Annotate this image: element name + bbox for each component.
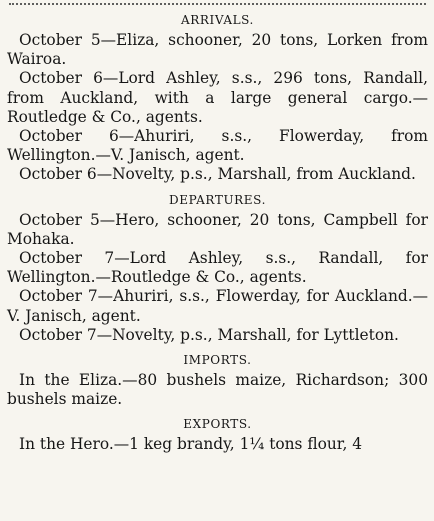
arrival-entry: October 6—Lord Ashley, s.s., 296 tons, Randall, from Auckland, with a large general cargo.—Routledge & Co., agents. [7,69,428,126]
imports-heading: IMPORTS. [183,353,252,368]
exports-section [7,417,428,454]
arrival-entry: October 6—Ahuriri, s.s., Flowerday, from Wellington.—V. Janisch, agent. [7,127,428,165]
section-gap [7,345,428,351]
export-entry: In the Hero.—1 keg brandy, 1¼ tons flour, 4 [19,435,363,454]
departure-entry: October 7—Lord Ashley, s.s., Randall, for Wellington.—Routledge & Co., agents. [7,249,428,287]
departure-entry: October 5—Hero, schooner, 20 tons, Campbell for Mohaka. [7,210,428,248]
section-gap [7,185,428,191]
departure-entry: October 7—Ahuriri, s.s., Flowerday, for Auckland.—V. Janisch, agent. [7,287,428,325]
arrivals-section [7,13,428,185]
newspaper-column [0,3,434,521]
arrivals-heading: ARRIVALS. [181,13,254,27]
exports-heading: EXPORTS. [183,417,252,432]
imports-section [7,353,428,409]
arrival-entry: October 5—Eliza, schooner, 20 tons, Lorken from Wairoa. [7,31,428,69]
arrival-entry: October 6—Novelty, p.s., Marshall, from Auckland. [19,165,416,184]
departures-section [7,193,428,345]
departures-heading: DEPARTURES. [169,192,266,207]
departure-entry: October 7—Novelty, p.s., Marshall, for Lyttleton. [19,325,399,344]
top-divider [9,3,426,11]
section-gap [7,409,428,415]
import-entry: In the Eliza.—80 bushels maize, Richardson; 300 bushels maize. [7,371,428,409]
